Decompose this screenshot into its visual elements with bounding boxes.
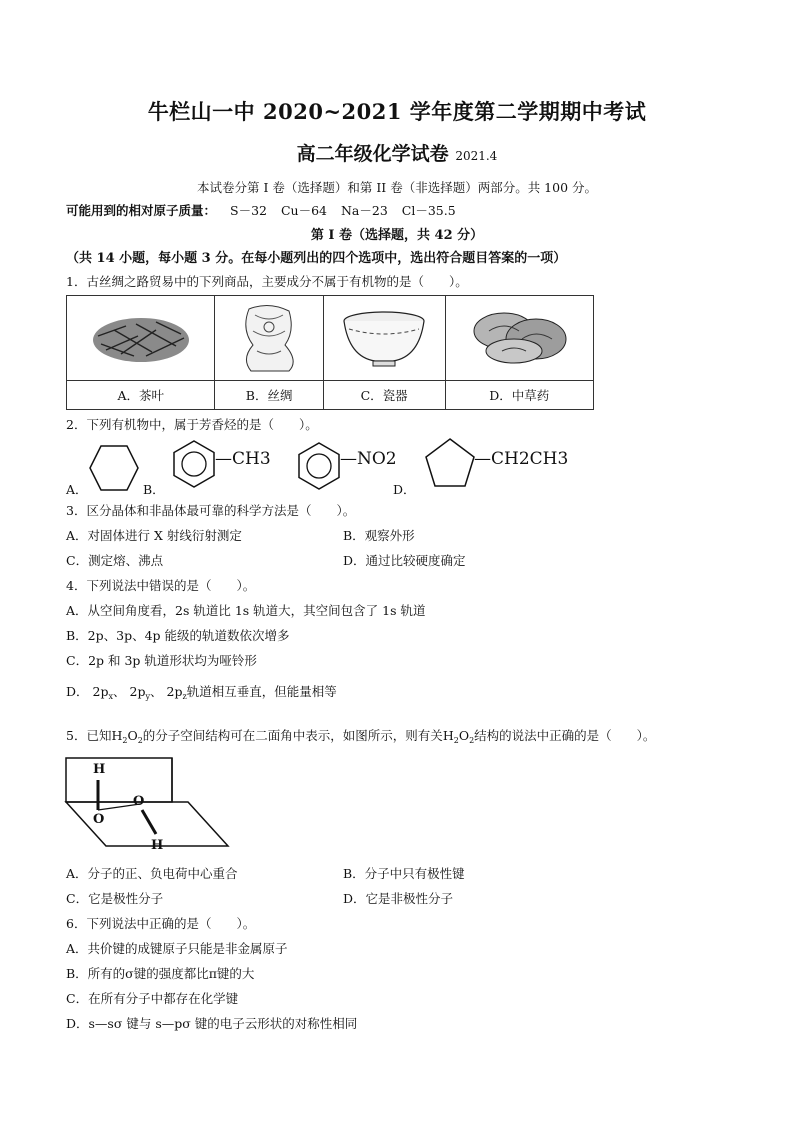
atom-o-left: O [93, 812, 105, 827]
q6-option-d[interactable]: D．s—sσ 键与 s—pσ 键的电子云形状的对称性相同 [66, 1016, 358, 1031]
herbal-medicine-image [445, 296, 594, 381]
q5-option-c[interactable]: C．它是极性分子 [66, 891, 164, 906]
q6-option-c[interactable]: C．在所有分子中都存在化学键 [66, 991, 239, 1006]
q2-option-b-label[interactable]: B． [143, 482, 165, 497]
mass-item: Cl－35.5 [401, 203, 456, 218]
ethyl-group: —CH2CH3 [474, 449, 569, 469]
orbital-py: $2p_y$ [129, 684, 150, 701]
cyclohexane-structure [88, 442, 140, 494]
toluene-group: —CH3 [215, 449, 271, 469]
q4-option-d[interactable]: D． $2p_x$、 $2p_y$、 $2p_z$轨道相互垂直，但能量相等 [66, 684, 337, 701]
q1-option-d[interactable]: D．中草药 [445, 381, 594, 410]
atomic-masses [66, 201, 456, 219]
orbital-px: $2p_x$ [92, 684, 113, 701]
mass-item: Na－23 [340, 203, 388, 218]
section-note: （共 14 小题，每小题 3 分。在每小题列出的四个选项中，选出符合题目答案的一项） [66, 251, 567, 266]
atom-h-bottom: H [151, 838, 164, 853]
q6-stem: 6．下列说法中正确的是（ ）。 [66, 916, 256, 931]
q2-option-d-label[interactable]: D． [393, 482, 416, 497]
q2-stem: 2．下列有机物中，属于芳香烃的是（ ）。 [66, 417, 318, 432]
q1-option-c[interactable]: C．瓷器 [323, 381, 445, 410]
atom-o-right: O [133, 794, 145, 809]
q4-option-a[interactable]: A．从空间角度看，2s 轨道比 1s 轨道大，其空间包含了 1s 轨道 [66, 603, 426, 618]
toluene-structure [168, 438, 220, 490]
q1-image-table [66, 295, 594, 410]
q5-option-b[interactable]: B．分子中只有极性键 [343, 866, 465, 881]
silk-cloth-image [215, 296, 323, 381]
q3-option-d[interactable]: D．通过比较硬度确定 [343, 553, 466, 568]
q6-option-a[interactable]: A．共价键的成键原子只能是非金属原子 [66, 941, 288, 956]
ch3-text: CH3 [232, 449, 271, 469]
ethylcyclopentane-structure [422, 436, 478, 490]
section-title: 第 I 卷（选择题，共 42 分） [310, 228, 484, 243]
q4-option-c[interactable]: C．2p 和 3p 轨道形状均为哑铃形 [66, 653, 257, 668]
exam-intro: 本试卷分第 I 卷（选择题）和第 II 卷（非选择题）两部分。共 100 分。 [196, 180, 597, 195]
q6-option-b[interactable]: B．所有的σ键的强度都比π键的大 [66, 966, 255, 981]
atom-h-top: H [93, 762, 106, 777]
q2-option-a-label[interactable]: A． [66, 482, 88, 497]
q4-d-prefix: D． [66, 684, 89, 699]
h2o2-formula: $H_2O_2$ [111, 728, 143, 745]
q4-stem: 4．下列说法中错误的是（ ）。 [66, 578, 256, 593]
exam-subtitle [0, 139, 794, 166]
q1-option-b[interactable]: B．丝绸 [215, 381, 323, 410]
mass-item: Cu－64 [280, 203, 327, 218]
h2o2-dihedral-diagram [62, 754, 232, 854]
q4-d-suffix: 轨道相互垂直，但能量相等 [186, 684, 337, 699]
q3-option-b[interactable]: B．观察外形 [343, 528, 415, 543]
ch2ch3-text: CH2CH3 [491, 449, 569, 469]
no2-text: NO2 [357, 449, 397, 469]
q5-stem: 5．已知$H_2O_2$的分子空间结构可在二面角中表示，如图所示，则有关$H_2O_2$结构的说法中正确的是（ ）。 [66, 728, 656, 745]
nitro-group: —NO2 [340, 449, 397, 469]
orbital-pz: $2p_z$ [166, 684, 187, 701]
q3-option-a[interactable]: A．对固体进行 X 射线衍射测定 [66, 528, 242, 543]
q1-option-a[interactable]: A．茶叶 [67, 381, 215, 410]
exam-title: 牛栏山一中 2020~2021 学年度第二学期期中考试 [147, 99, 647, 124]
q3-option-c[interactable]: C．测定熔、沸点 [66, 553, 164, 568]
q1-stem: 1．古丝绸之路贸易中的下列商品，主要成分不属于有机物的是（ ）。 [66, 274, 468, 289]
h2o2-formula: $H_2O_2$ [442, 728, 475, 745]
q5-option-d[interactable]: D．它是非极性分子 [343, 891, 454, 906]
masses-label: 可能用到的相对原子质量： [66, 203, 217, 218]
subtitle-text: 高二年级化学试卷 [296, 143, 449, 165]
tea-leaves-image [67, 296, 215, 381]
q5-option-a[interactable]: A．分子的正、负电荷中心重合 [66, 866, 238, 881]
q3-stem: 3．区分晶体和非晶体最可靠的科学方法是（ ）。 [66, 503, 356, 518]
q4-option-b[interactable]: B．2p、3p、4p 能级的轨道数依次增多 [66, 628, 290, 643]
porcelain-bowl-image [323, 296, 445, 381]
exam-date: 2021.4 [455, 149, 498, 163]
mass-item: S－32 [230, 203, 267, 218]
nitrobenzene-structure [293, 440, 345, 492]
